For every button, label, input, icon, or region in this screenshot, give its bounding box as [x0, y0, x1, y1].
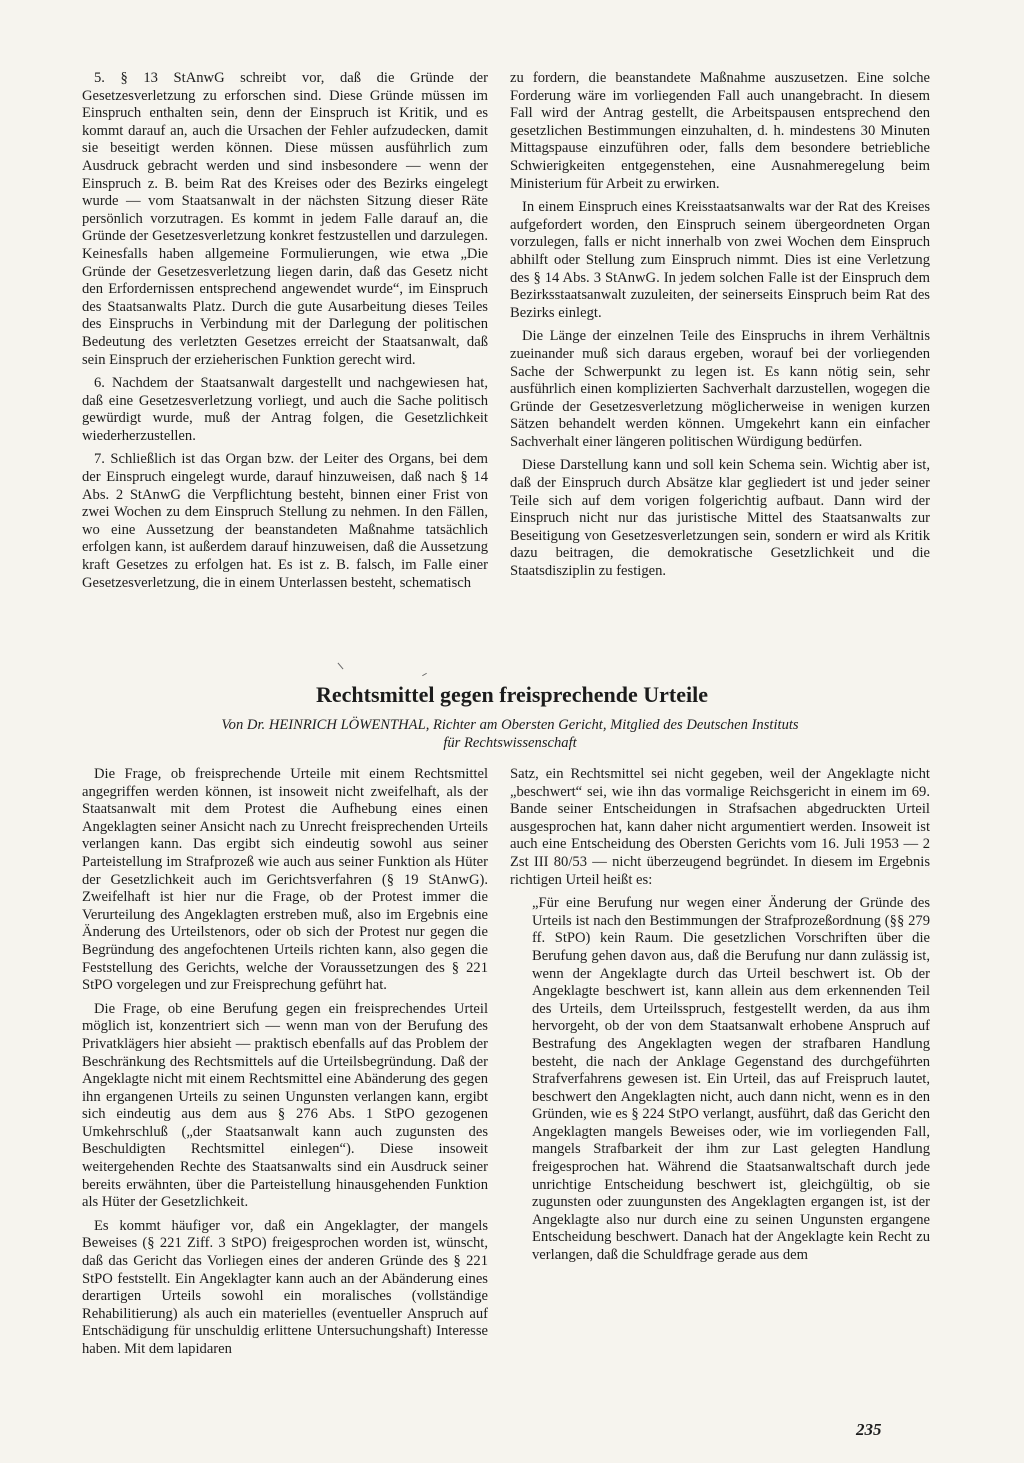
scan-mark	[338, 663, 344, 670]
paragraph: Die Frage, ob eine Berufung gegen ein freisprechendes Urteil möglich ist, konzentriert sich — wenn man von der Berufung des Privatklägers hier absieht — praktisch ebenfalls auf das Problem der Beschränkung des Rechtsmittels auf die Urteilsbegründung. Daß der Angeklagte nicht mit einem Rechtsmittel eine Abänderung des gegen ihn ergangenen Urteils zu seinen Ungunsten verlangen kann, ergibt sich eindeutig aus dem aus § 276 Abs. 1 StPO gezogenen Umkehrschluß („der Staatsanwalt kann auch zugunsten des Beschuldigten Rechtsmittel einlegen“). Diese insoweit weitergehenden Rechte des Staatsanwalts sind ein Ausdruck seiner bereits erwähnten, über die Parteistellung hinausgehenden Funktion als Hüter der Gesetzlichkeit.	[82, 1000, 488, 1211]
top-right-column	[510, 70, 930, 587]
quoted-paragraph: „Für eine Berufung nur wegen einer Änderung der Gründe des Urteils ist nach den Bestimmungen der Strafprozeßordnung (§§ 279 ff. StPO) kein Raum. Die gesetzlichen Vorschriften über die Berufung gehen davon aus, daß die Berufung nur dann zulässig ist, wenn der Angeklagte durch das Urteil beschwert ist. Ob der Angeklagte beschwert ist, kann allein aus dem erkennenden Teil des Urteils, dem Urteilsspruch, festgestellt werden, da aus ihm hervorgeht, ob der von dem Staatsanwalt erhobene Anspruch auf Bestrafung des Angeklagten wegen der strafbaren Handlung besteht, die nach der Anklage Gegenstand des durchgeführten Strafverfahrens gewesen ist. Ein Urteil, das auf Freispruch lautet, beschwert den Angeklagten nicht, auch dann nicht, wenn es in den Gründen, wie es § 224 StPO verlangt, ausführt, daß das Gericht den Angeklagten mangels Beweises oder, wie im vorliegenden Fall, mangels Strafbarkeit der ihm zur Last gelegten Handlung freigesprochen hat. Während die Staatsanwaltschaft durch jede unrichtige Entscheidung beschwert ist, gleichgültig, ob sie zugunsten oder zuungunsten des Angeklagten ergangen ist, ist der Angeklagte also nur durch eine zu seinen Ungunsten ergangene Entscheidung beschwert. Danach hat der Angeklagte kein Recht zu verlangen, daß die Schuldfrage gerade aus dem	[532, 895, 930, 1264]
article-title: Rechtsmittel gegen freisprechende Urteile	[315, 682, 708, 707]
paragraph: zu fordern, die beanstandete Maßnahme auszusetzen. Eine solche Forderung wäre im vorliegenden Fall auch unangebracht. In diesem Fall wird der Antrag gestellt, die Arbeitspausen entsprechend den gesetzlichen Bestimmungen einzuhalten, d. h. mindestens 30 Minuten Mittagspause einzuführen oder, falls dem besondere betriebliche Schwierigkeiten entgegenstehen, eine Ausnahmeregelung beim Ministerium für Arbeit zu erwirken.	[510, 70, 930, 192]
paragraph: In einem Einspruch eines Kreisstaatsanwalts war der Rat des Kreises aufgefordert worden, den Einspruch seinem übergeordneten Organ vorzulegen, falls er nicht innerhalb von zwei Wochen dem Einspruch abhilft oder Stellung zum Einspruch nimmt. Dies ist eine Verletzung des § 14 Abs. 3 StAnwG. In jedem solchen Falle ist der Einspruch dem Bezirksstaatsanwalt zuzuleiten, der seinerseits Einspruch beim Rat des Bezirks einlegt.	[510, 199, 930, 321]
paragraph: 5. § 13 StAnwG schreibt vor, daß die Gründe der Gesetzesverletzung zu erforschen sind. Diese Gründe müssen im Einspruch enthalten sein, denn der Einspruch ist Kritik, und es kommt darauf an, auch die Ursachen der Fehler aufzudecken, damit sie beseitigt werden können. Diese müssen ausführlich zum Ausdruck gebracht werden und sind insbesondere — wenn der Einspruch z. B. beim Rat des Kreises oder des Bezirks eingelegt wurde — vom Staatsanwalt in der nächsten Sitzung dieser Räte persönlich vorzutragen. Es kommt in jedem Falle darauf an, die Gründe der Gesetzesverletzung konkret festzustellen und darzulegen. Keinesfalls haben allgemeine Formulierungen, wie etwa „Die Gründe der Gesetzesverletzung liegen darin, daß das Gesetz nicht den Erfordernissen entsprechend angewendet wurde“, im Einspruch des Staatsanwalts Platz. Durch die gute Ausarbeitung dieses Teiles des Einspruchs in Verbindung mit der Darlegung der politischen Bedeutung des verletzten Gesetzes erreicht der Staatsanwalt, daß sein Einspruch der erzieherischen Funktion gerecht wird.	[82, 70, 488, 368]
paragraph: Die Länge der einzelnen Teile des Einspruchs in ihrem Verhältnis zueinander muß sich daraus ergeben, worauf bei der vorliegenden Sache der Schwerpunkt zu legen ist. Es kann nötig sein, sehr ausführlich einen komplizierten Sachverhalt darzustellen, wogegen die Gründe der Gesetzesverletzung möglicherweise in wenigen kurzen Sätzen behandelt werden können. Umgekehrt kann ein einfacher Sachverhalt einer längeren politischen Würdigung bedürfen.	[510, 328, 930, 450]
paragraph: Satz, ein Rechtsmittel sei nicht gegeben, weil der Angeklagte nicht „beschwert“ sei, wie ihn das vormalige Reichsgericht in einem im 69. Bande seiner Entscheidungen in Strafsachen abgedruckten Urteil ausgesprochen hat, kann daher nicht argumentiert werden. Insoweit ist auch eine Entscheidung des Obersten Gerichts vom 16. Juli 1953 — 2 Zst III 80/53 — nicht überzeugend begründet. In diesem im Ergebnis richtigen Urteil heißt es:	[510, 766, 930, 888]
top-left-column	[82, 70, 488, 598]
byline-line: für Rechtswissenschaft	[443, 735, 577, 751]
article-byline	[120, 716, 900, 752]
scan-mark	[422, 673, 427, 676]
paragraph: 7. Schließlich ist das Organ bzw. der Leiter des Organs, bei dem der Einspruch eingelegt wurde, darauf hinzuweisen, daß nach § 14 Abs. 2 StAnwG die Verpflichtung besteht, binnen einer Frist von zwei Wochen zu dem Einspruch Stellung zu nehmen. In den Fällen, wo eine Aussetzung der beanstandeten Maßnahme tatsächlich erfolgen kann, ist außerdem darauf hinzuweisen, daß die Aussetzung kraft Gesetzes zu erfolgen hat. Es ist z. B. falsch, im Falle einer Gesetzesverletzung, die in einem Unterlassen besteht, schematisch	[82, 451, 488, 591]
paragraph: Die Frage, ob freisprechende Urteile mit einem Rechtsmittel angegriffen werden können, ist insoweit nicht zweifelhaft, als der Staatsanwalt mit dem Protest die Aufhebung eines einen Angeklagten seiner Ansicht nach zu Unrecht freisprechenden Urteils verlangen kann. Das ergibt sich eindeutig sowohl aus seiner Parteistellung im Strafprozeß wie auch aus seiner Funktion als Hüter der Gesetzlichkeit auch im Gerichtsverfahren (§ 19 StAnwG). Zweifelhaft ist hier nur die Frage, ob der Protest immer die Verurteilung des Angeklagten erstreben muß, also im Ergebnis eine Änderung des Urteilstenors, oder ob sich der Protest nur gegen die Begründung des angefochtenen Urteils richten kann, also gegen die Feststellung des Gerichts, welche der Voraussetzungen des § 221 StPO vorgelegen und zur Freisprechung geführt hat.	[82, 766, 488, 994]
bottom-left-column	[82, 766, 488, 1365]
byline-line: Von Dr. HEINRICH LÖWENTHAL, Richter am Obersten Gericht, Mitglied des Deutschen Instituts	[221, 717, 799, 733]
paragraph: Diese Darstellung kann und soll kein Schema sein. Wichtig aber ist, daß der Einspruch durch Absätze klar gegliedert ist und jeder seiner Teile sich auf dem vorigen folgerichtig aufbaut. Dann wird der Einspruch nicht nur das juristische Mittel des Staatsanwalts zur Beseitigung von Gesetzesverletzungen sein, sondern er wird als Kritik dazu beitragen, die demokratische Gesetzlichkeit und die Staatsdisziplin zu festigen.	[510, 457, 930, 580]
bottom-right-column	[510, 766, 930, 1271]
paragraph: 6. Nachdem der Staatsanwalt dargestellt und nachgewiesen hat, daß eine Gesetzesverletzung vorliegt, und auch die Sache politisch gewürdigt wurde, muß der Antrag folgen, die Gesetzlichkeit wiederherzustellen.	[82, 375, 488, 444]
page-number: 235	[856, 1420, 882, 1439]
paragraph: Es kommt häufiger vor, daß ein Angeklagter, der mangels Beweises (§ 221 Ziff. 3 StPO) freigesprochen worden ist, wünscht, daß das Gericht das Vorliegen eines der anderen Gründe des § 221 StPO feststellt. Ein Angeklagter kann auch an der Abänderung eines derartigen Urteils sowohl ein moralisches (vollständige Rehabilitierung) als auch ein materielles (eventueller Anspruch auf Entschädigung für unschuldig erlittene Untersuchungshaft) Interesse haben. Mit dem lapidaren	[82, 1217, 488, 1357]
